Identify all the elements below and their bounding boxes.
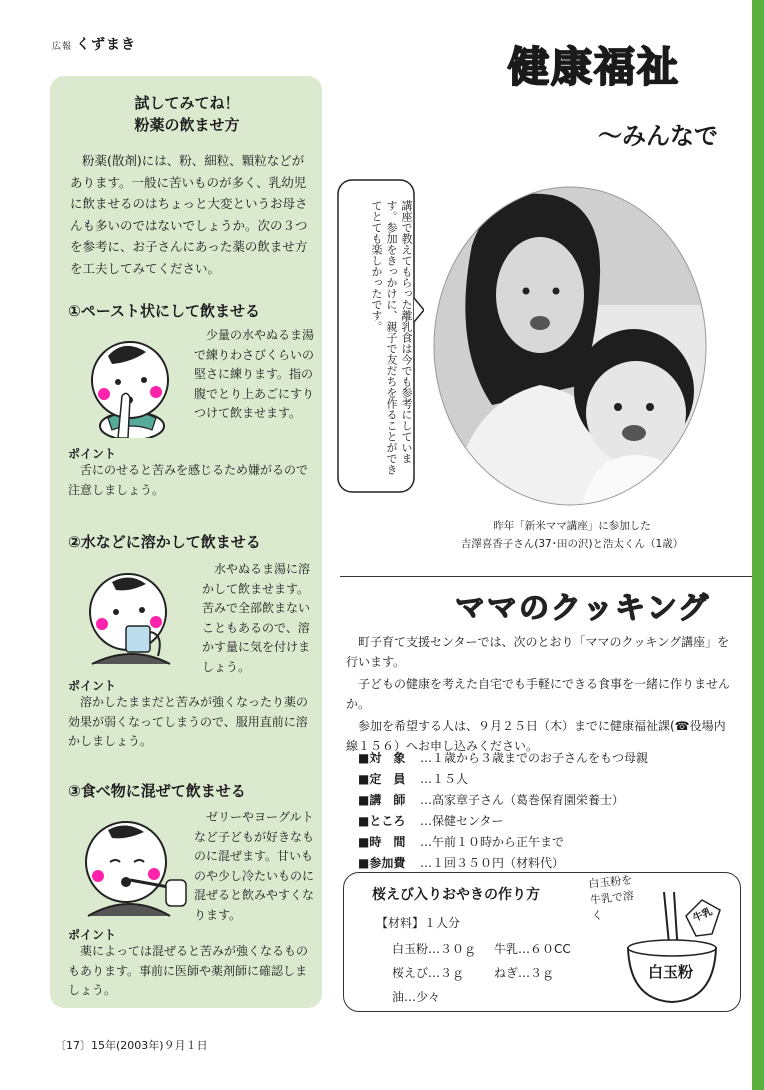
step1-body: 少量の水やぬるま湯で練りわさびくらいの堅さに練ります。指の腹でとり上あごにすりつけて飲ませます。 (194, 328, 315, 420)
photo-caption-line1: 昨年「新米ママ講座」に参加した (493, 520, 651, 532)
photo-caption-line2: 吉澤喜香子さん(37･田の沢)と浩太くん（1歳） (460, 538, 684, 550)
speech-bubble-quote: 講座で教えてもらった離乳食は今でも参考にしています。参加をきっかけに、親子で友だちを作ることができてとても楽しかったです。 (370, 200, 413, 475)
recipe-title: 桜えび入りおやきの作り方 (372, 887, 540, 903)
detail-value: …１回３５０円（材料代） (420, 856, 565, 870)
detail-value: …高家章子さん（葛巻保育園栄養士） (420, 793, 625, 807)
step3-point: 薬によっては混ぜると苦みが強くなるものもあります。事前に医師や薬剤師に確認しましょう。 (68, 944, 309, 997)
baby-paste-illustration (72, 326, 188, 438)
masthead-name: くずまき (76, 37, 137, 53)
detail-instructor (358, 790, 738, 811)
tips-intro: 粉薬(散剤)には、粉、細粒、顆粒などがあります。一般に苦いものが多く、乳幼児に飲ませるのはちょっと大変というお母さんも多いのではないでしょうか。次の３つを参考に、お子さんにあった薬の飲ませ方を工夫してみてください。 (70, 153, 308, 276)
recipe-materials-label: 【材料】１人分 (376, 916, 461, 930)
step3-title: ③食べ物に混ぜて飲ませる (68, 782, 246, 800)
tips-title-line2: 粉薬の飲ませ方 (134, 116, 240, 134)
section-divider (340, 576, 752, 577)
detail-value: …保健センター (420, 814, 504, 828)
detail-label: ■ところ (358, 814, 406, 828)
detail-label: ■講 師 (358, 793, 406, 807)
baby-drink-illustration (72, 560, 196, 672)
recipe-item-shrimp: 桜えび…３ｇ (392, 966, 465, 980)
tips-title (60, 92, 314, 136)
cooking-details (358, 748, 738, 874)
detail-label: ■定 員 (358, 772, 406, 786)
detail-time (358, 832, 738, 853)
cooking-title: ママのクッキング (455, 591, 711, 626)
step2-point: 溶かしたままだと苦みが強くなったり薬の効果が弱くなってしまうので、服用直前に溶かしましょう。 (68, 695, 309, 748)
step2-body: 水やぬるま湯に溶かして飲ませます。苦みで全部飲まないこともあるので、溶かす量に気を付けましょう。 (202, 562, 311, 674)
tips-title-line1: 試してみてね！ (134, 94, 240, 112)
mother-child-photo (432, 185, 708, 507)
recipe-item-oil: 油…少々 (392, 990, 441, 1004)
step1-point-label: ポイント (68, 447, 117, 461)
masthead-kohou: 広報 (52, 42, 73, 52)
detail-value: …午前１０時から正午まで (420, 835, 565, 849)
detail-capacity (358, 769, 738, 790)
step3-body: ゼリーやヨーグルトなど子どもが好きなものに混ぜます。甘いものや少し冷たいものに混ぜると飲みやすくなります。 (194, 810, 315, 922)
cooking-para3: 参加を希望する人は、９月２５日（木）までに健康福祉課(☎役場内線１５６）へお申し込みください。 (346, 719, 726, 753)
page-footer: 〔17〕15年(2003年)９月１日 (55, 1039, 208, 1052)
recipe-item-shiratama: 白玉粉…３０ｇ (392, 942, 477, 956)
detail-label: ■参加費 (358, 856, 406, 870)
green-edge-strip (752, 0, 764, 1090)
cooking-para1: 町子育て支援センターでは、次のとおり「ママのクッキング講座」を行います。 (346, 635, 730, 669)
section-title: 健康福祉 (508, 43, 680, 91)
detail-fee (358, 853, 738, 874)
cooking-para2: 子どもの健康を考えた自宅でも手軽にできる食事を一緒に作りませんか。 (346, 677, 731, 711)
bowl-label: 白玉粉 (648, 963, 694, 981)
step1-title: ①ペースト状にして飲ませる (68, 302, 260, 320)
section-subtitle: ～みんなで (598, 122, 718, 150)
step2-title: ②水などに溶かして飲ませる (68, 533, 261, 551)
masthead (52, 34, 136, 54)
detail-value: …１５人 (420, 772, 469, 786)
detail-label: ■対 象 (358, 751, 406, 765)
step2-point-label: ポイント (68, 679, 117, 693)
recipe-item-leek: ねぎ…３ｇ (494, 966, 555, 980)
step1-point: 舌にのせると苦みを感じるため嫌がるので注意しましょう。 (68, 463, 309, 497)
detail-target (358, 748, 738, 769)
recipe-item-milk: 牛乳…６０CC (494, 942, 571, 956)
detail-label: ■時 間 (358, 835, 406, 849)
detail-value: …１歳から３歳までのお子さんをもつ母親 (420, 751, 649, 765)
recipe-sketch-note: 白玉粉を牛乳で溶く (587, 873, 635, 923)
milk-carton-label: 牛乳 (691, 906, 715, 925)
step3-point-label: ポイント (68, 928, 117, 942)
baby-spoon-illustration (70, 806, 196, 926)
detail-place (358, 811, 738, 832)
